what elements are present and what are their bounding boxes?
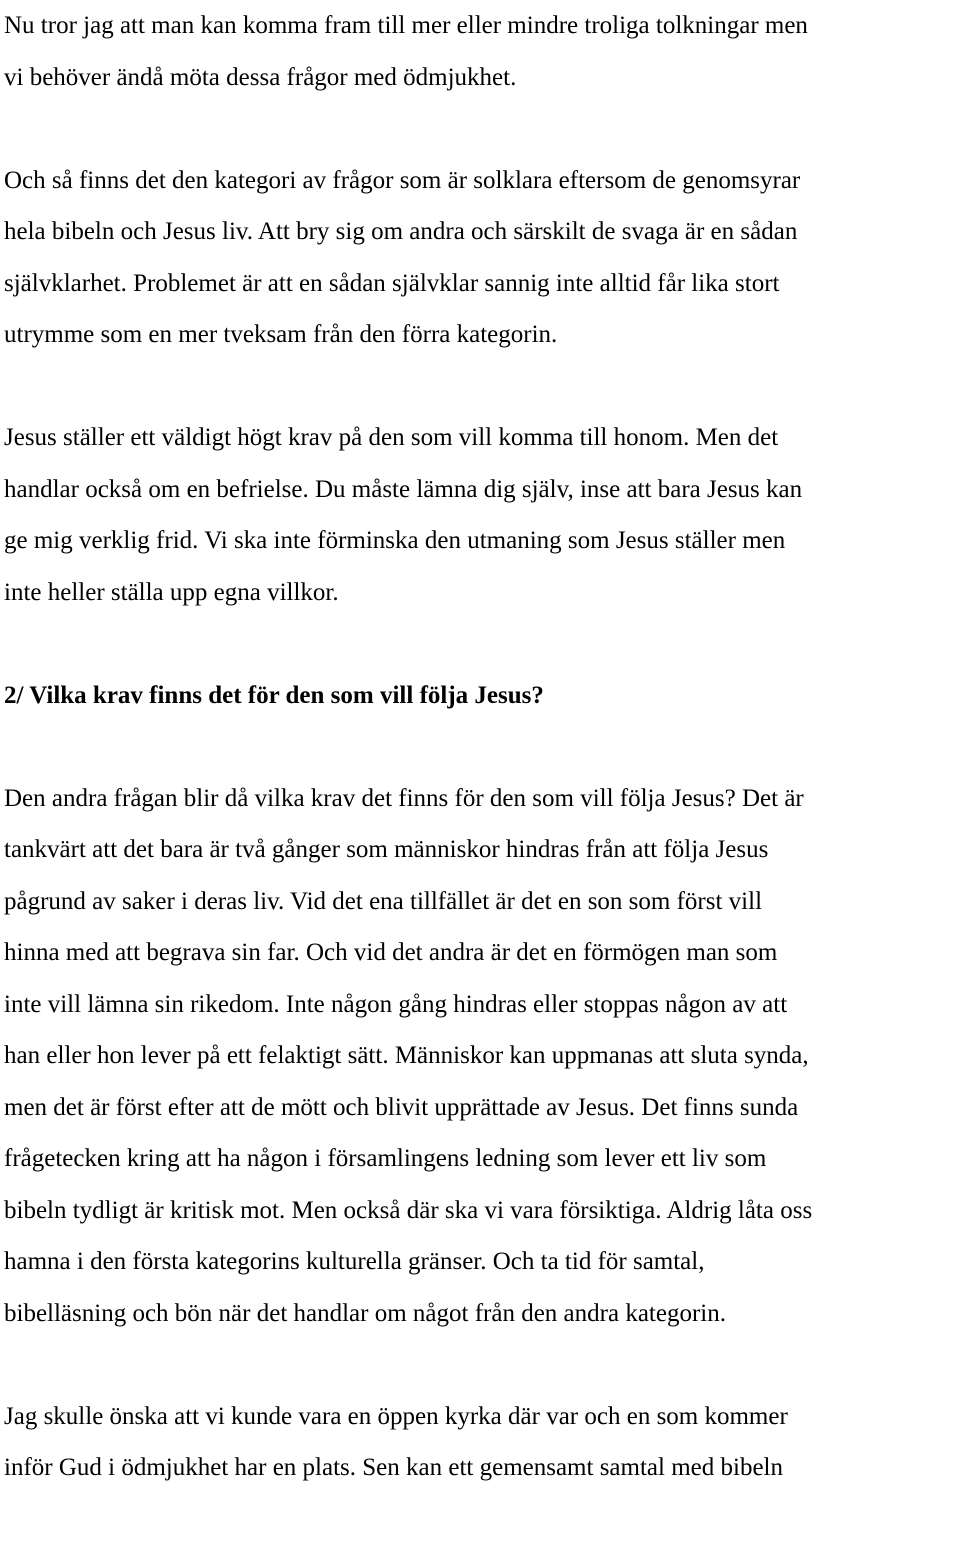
text-line: men det är först efter att de mött och blivit upprättade av Jesus. Det finns sunda: [4, 1093, 799, 1121]
text-line: Jesus ställer ett väldigt högt krav på den som vill komma till honom. Men det: [4, 424, 779, 451]
heading-text: 2/ Vilka krav finns det för den som vill följa Jesus?: [4, 681, 544, 709]
text-line: vi behöver ändå möta dessa frågor med ödmjukhet.: [4, 63, 517, 91]
text-line: hinna med att begrava sin far. Och vid det andra är det en förmögen man som: [4, 939, 778, 966]
text-line: ge mig verklig frid. Vi ska inte förminska den utmaning som Jesus ställer men: [4, 527, 786, 554]
paragraph-2: [4, 155, 960, 361]
text-line: inte vill lämna sin rikedom. Inte någon gång hindras eller stoppas någon av att: [4, 990, 788, 1018]
paragraph-1: [4, 0, 960, 103]
text-line: Och så finns det den kategori av frågor som är solklara eftersom de genomsyrar: [4, 166, 801, 194]
text-line: frågetecken kring att ha någon i församlingens ledning som lever ett liv som: [4, 1145, 767, 1172]
text-line: hela bibeln och Jesus liv. Att bry sig om andra och särskilt de svaga är en sådan: [4, 218, 798, 245]
section-heading: [4, 670, 960, 722]
text-line: bibelläsning och bön när det handlar om något från den andra kategorin.: [4, 1299, 726, 1327]
text-line: handlar också om en befrielse. Du måste lämna dig själv, inse att bara Jesus kan: [4, 475, 803, 503]
text-line: inte heller ställa upp egna villkor.: [4, 578, 339, 606]
paragraph-4: [4, 773, 960, 1340]
text-line: pågrund av saker i deras liv. Vid det ena tillfället är det en son som först vill: [4, 887, 763, 915]
text-line: tankvärt att det bara är två gånger som människor hindras från att följa Jesus: [4, 836, 769, 863]
text-line: självklarhet. Problemet är att en sådan självklar sannig inte alltid får lika stort: [4, 269, 780, 297]
document-page: [4, 0, 960, 1545]
text-line: Den andra frågan blir då vilka krav det finns för den som vill följa Jesus? Det är: [4, 784, 804, 812]
text-line: Nu tror jag att man kan komma fram till mer eller mindre troliga tolkningar men: [4, 12, 808, 39]
text-line: utrymme som en mer tveksam från den förra kategorin.: [4, 321, 558, 348]
text-line: han eller hon lever på ett felaktigt sätt. Människor kan uppmanas att sluta synda,: [4, 1042, 809, 1069]
text-line: hamna i den första kategorins kulturella gränser. Och ta tid för samtal,: [4, 1248, 705, 1275]
text-line: bibeln tydligt är kritisk mot. Men också där ska vi vara försiktiga. Aldrig låta oss: [4, 1196, 813, 1224]
paragraph-3: [4, 412, 960, 618]
text-line: inför Gud i ödmjukhet har en plats. Sen kan ett gemensamt samtal med bibeln: [4, 1454, 783, 1481]
paragraph-5: [4, 1391, 960, 1494]
text-line: Jag skulle önska att vi kunde vara en öppen kyrka där var och en som kommer: [4, 1402, 788, 1430]
